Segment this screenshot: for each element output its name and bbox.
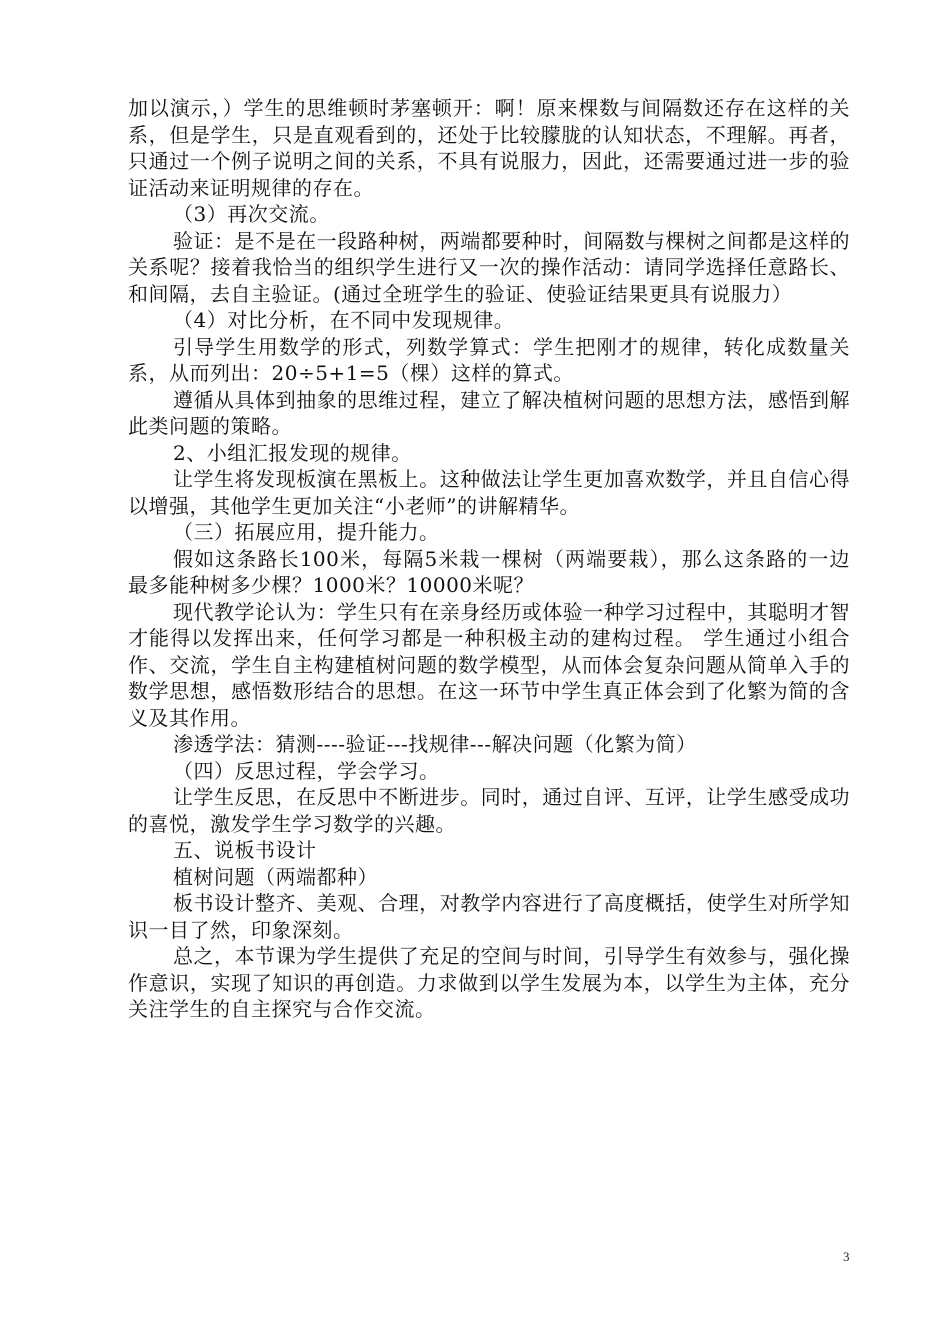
paragraph-10: 假如这条路长100米，每隔5米栽一棵树（两端要栽），那么这条路的一边最多能种树多少棵？1000米？10000米呢？ bbox=[128, 546, 850, 597]
paragraph-16: 植树问题（两端都种） bbox=[173, 864, 378, 889]
paragraph-14: 让学生反思，在反思中不断进步。同时，通过自评、互评，让学生感受成功的喜悦，激发学生学习数学的兴趣。 bbox=[128, 785, 850, 836]
paragraph-18: 总之，本节课为学生提供了充足的空间与时间，引导学生有效参与，强化操作意识，实现了知识的再创造。力求做到以学生发展为本，以学生为主体，充分关注学生的自主探究与合作交流。 bbox=[128, 944, 850, 1021]
paragraph-1: 加以演示，）学生的思维顿时茅塞顿开：啊！原来棵数与间隔数还存在这样的关系，但是学生，只是直观看到的，还处于比较朦胧的认知状态，不理解。再者，只通过一个例子说明之间的关系，不具有说服力，因此，还需要通过进一步的验证活动来证明规律的存在。 bbox=[128, 96, 850, 200]
paragraph-2: （3）再次交流。 bbox=[173, 202, 330, 226]
paragraph-13: （四）反思过程，学会学习。 bbox=[173, 758, 440, 783]
paragraph-4: （4）对比分析，在不同中发现规律。 bbox=[173, 308, 515, 332]
paragraph-12: 渗透学法：猜测----验证---找规律---解决问题（化繁为简） bbox=[173, 732, 697, 756]
paragraph-7: 2、小组汇报发现的规律。 bbox=[173, 440, 412, 465]
paragraph-5: 引导学生用数学的形式，列数学算式：学生把刚才的规律，转化成数量关系，从而列出：20÷5+1=5（棵）这样的算式。 bbox=[128, 334, 850, 385]
paragraph-11: 现代教学论认为：学生只有在亲身经历或体验一种学习过程中，其聪明才智才能得以发挥出来，任何学习都是一种积极主动的建构过程。 学生通过小组合作、交流，学生自主构建植树问题的数学模型，从而体会复杂问题从简单入手的数学思想，感悟数形结合的思想。在这一环节中学生真正体会到了化繁为简的含义及其作用。 bbox=[128, 599, 850, 730]
page-number: 3 bbox=[843, 1249, 850, 1264]
paragraph-6: 遵循从具体到抽象的思维过程，建立了解决植树问题的思想方法，感悟到解此类问题的策略。 bbox=[128, 387, 850, 438]
paragraph-9: （三）拓展应用，提升能力。 bbox=[173, 520, 440, 544]
paragraph-15: 五、说板书设计 bbox=[173, 838, 317, 862]
body-text bbox=[128, 95, 850, 1023]
paragraph-17: 板书设计整齐、美观、合理，对教学内容进行了高度概括，使学生对所学知识一目了然，印象深刻。 bbox=[128, 891, 850, 942]
paragraph-3: 验证：是不是在一段路种树，两端都要种时，间隔数与棵树之间都是这样的关系呢？接着我恰当的组织学生进行又一次的操作活动：请同学选择任意路长、和间隔，去自主验证。(通过全班学生的验证、使验证结果更具有说服力） bbox=[128, 228, 850, 306]
paragraph-8: 让学生将发现板演在黑板上。这种做法让学生更加喜欢数学，并且自信心得以增强，其他学生更加关注“小老师”的讲解精华。 bbox=[128, 467, 850, 518]
